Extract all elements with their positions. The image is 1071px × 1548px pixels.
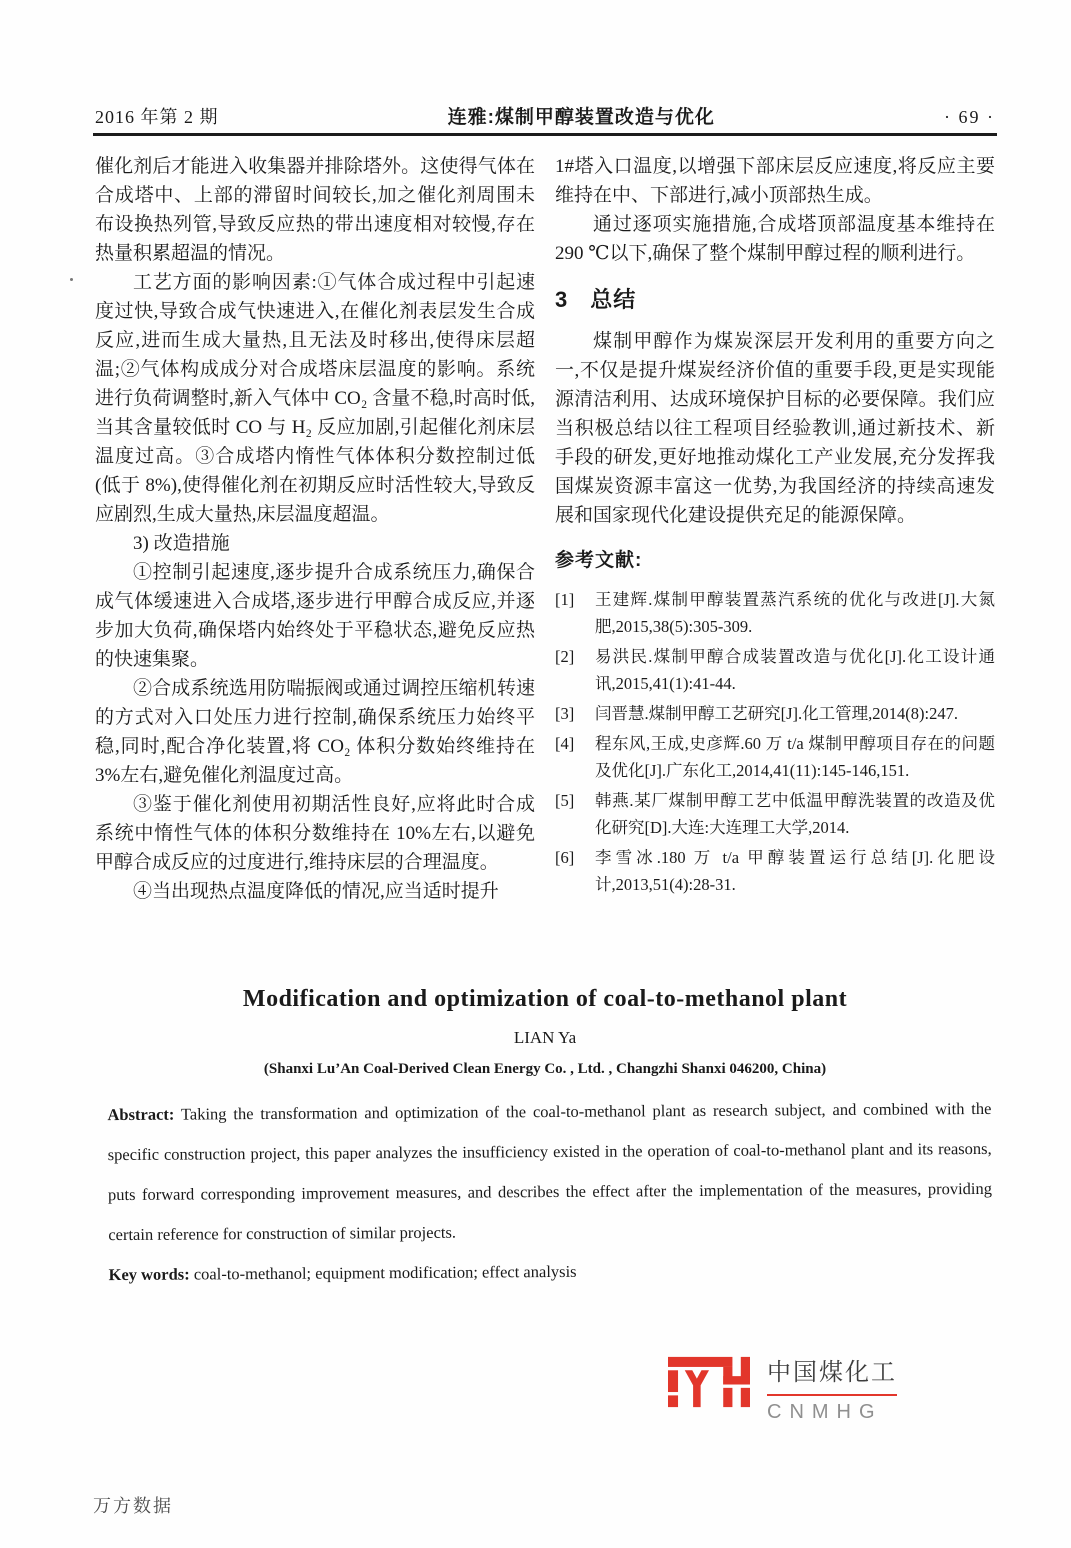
abstract-label: Abstract:: [107, 1104, 175, 1125]
page-header: [95, 102, 995, 129]
subsection-label: 3) 改造措施: [133, 533, 230, 554]
reference-text: 韩燕.某厂煤制甲醇工艺中低温甲醇洗装置的改造及优化研究[D].大连:大连理工大学,2014.: [595, 791, 995, 837]
article-body: [95, 152, 995, 906]
right-column: [555, 152, 995, 906]
abstract-block: [107, 1089, 992, 1295]
reference-text: 易洪民.煤制甲醇合成装置改造与优化[J].化工设计通讯,2015,41(1):41-44.: [595, 647, 995, 693]
reference-label: [2]: [555, 647, 575, 666]
references-list: [555, 586, 995, 898]
english-title-section: [85, 986, 1005, 1078]
author-name: LIAN Ya: [513, 1028, 577, 1047]
reference-label: [4]: [555, 734, 575, 753]
paragraph-measure-1: ①控制引起速度,逐步提升合成系统压力,确保合成气体缓速进入合成塔,逐步进行甲醇合成反应,并逐步加大负荷,确保塔内始终处于平稳状态,避免反应热的快速集聚。: [95, 562, 535, 670]
affiliation: (Shanxi Lu’An Coal-Derived Clean Energy Co. , Ltd. , Changzhi Shanxi 046200, China): [263, 1061, 827, 1077]
paragraph-measure-2: ②合成系统选用防喘振阀或通过调控压缩机转速的方式对入口处压力进行控制,确保系统压力始终平稳,同时,配合净化装置,将 CO₂ 体积分数始终维持在 3%左右,避免催化剂温度过高。: [95, 678, 535, 786]
paragraph-result: 通过逐项实施措施,合成塔顶部温度基本维持在 290 ℃以下,确保了整个煤制甲醇过程的顺利进行。: [555, 214, 995, 264]
references-heading: 参考文献:: [555, 550, 643, 571]
reference-label: [3]: [555, 704, 575, 723]
section-number: 3: [555, 287, 569, 312]
left-column: [95, 152, 535, 906]
reference-item: [555, 586, 995, 640]
section-title: 总结: [590, 287, 637, 312]
publisher-logo: [668, 1352, 897, 1424]
section-heading-summary: [555, 285, 995, 315]
keywords-label: Key words:: [108, 1264, 190, 1285]
reference-label: [1]: [555, 590, 575, 609]
cnmhg-logo-icon: [668, 1352, 750, 1412]
reference-item: [555, 643, 995, 697]
paragraph-continuation: 催化剂后才能进入收集器并排除塔外。这使得气体在合成塔中、上部的滞留时间较长,加之催化剂周围未布设换热列管,导致反应热的带出速度相对较慢,存在热量积累超温的情况。: [95, 156, 535, 264]
page-number: · 69 ·: [943, 107, 995, 127]
abstract-paragraph: [107, 1089, 992, 1255]
reference-text: 程东风,王成,史彦辉.60 万 t/a 煤制甲醇项目存在的问题及优化[J].广东化工,2014,41(11):145-146,151.: [595, 734, 995, 780]
keywords-line: [108, 1249, 992, 1295]
paragraph-summary: 煤制甲醇作为煤炭深层开发利用的重要方向之一,不仅是提升煤炭经济价值的重要手段,更是实现能源清洁利用、达成环境保护目标的必要保障。我们应当积极总结以往工程项目经验教训,通过新技术、新手段的研发,更好地推动煤化工产业发展,充分发挥我国煤炭资源丰富这一优势,为我国经济的持续高速发展和国家现代化建设提供充足的能源保障。: [555, 331, 995, 526]
issue-info: 2016 年第 2 期: [95, 107, 219, 127]
scan-artifact-dot: [70, 278, 73, 281]
header-rule: [93, 133, 997, 136]
english-title: Modification and optimization of coal-to-methanol plant: [242, 986, 848, 1012]
wanfang-watermark: 万方数据: [93, 1496, 173, 1516]
reference-item: [555, 730, 995, 784]
paragraph-process-factors: 工艺方面的影响因素:①气体合成过程中引起速度过快,导致合成气快速进入,在催化剂表层发生合成反应,进而生成大量热,且无法及时移出,使得床层超温;②气体构成成分对合成塔床层温度的影响。系统进行负荷调整时,新入气体中 CO₂ 含量不稳,时高时低,当其含量较低时 CO 与 H₂ 反应加剧,引起催化剂床层温度过高。③合成塔内惰性气体体积分数控制过低(低于 8%),使得催化剂在初期反应时活性较大,导致反应剧烈,生成大量热,床层温度超温。: [95, 272, 535, 525]
paragraph-measure-3: ③鉴于催化剂使用初期活性良好,应将此时合成系统中惰性气体的体积分数维持在 10%左右,以避免甲醇合成反应的过度进行,维持床层的合理温度。: [95, 794, 535, 873]
keywords-text: coal-to-methanol; equipment modification; effect analysis: [193, 1261, 577, 1284]
reference-item: [555, 700, 995, 727]
running-title: 连雅:煤制甲醇装置改造与优化: [447, 107, 715, 128]
reference-text: 闫晋慧.煤制甲醇工艺研究[J].化工管理,2014(8):247.: [595, 704, 958, 723]
reference-text: 李雪冰.180 万 t/a 甲醇装置运行总结[J].化肥设计,2013,51(4):28-31.: [595, 848, 995, 894]
reference-label: [6]: [555, 848, 575, 867]
reference-item: [555, 844, 995, 898]
logo-abbreviation: CNMHG: [767, 1401, 883, 1423]
logo-text-block: [767, 1352, 897, 1424]
paragraph-continuation: 1#塔入口温度,以增强下部床层反应速度,将反应主要维持在中、下部进行,减小顶部热生成。: [555, 156, 995, 206]
reference-text: 王建辉.煤制甲醇装置蒸汽系统的优化与改进[J].大氮肥,2015,38(5):305-309.: [595, 590, 995, 636]
reference-label: [5]: [555, 791, 575, 810]
paragraph-measure-4-start: ④当出现热点温度降低的情况,应当适时提升: [133, 881, 499, 902]
reference-item: [555, 787, 995, 841]
abstract-text: Taking the transformation and optimization of the coal-to-methanol plant as research subject, and combined with the specific construction project, this paper analyzes the insufficiency existed in the operation of coal-to-methanol plant and its reasons, puts forward corresponding improvement measures, and describes the effect after the implementation of the measures, providing certain reference for construction of similar projects.: [107, 1098, 993, 1245]
logo-chinese-name: 中国煤化工: [767, 1352, 897, 1396]
